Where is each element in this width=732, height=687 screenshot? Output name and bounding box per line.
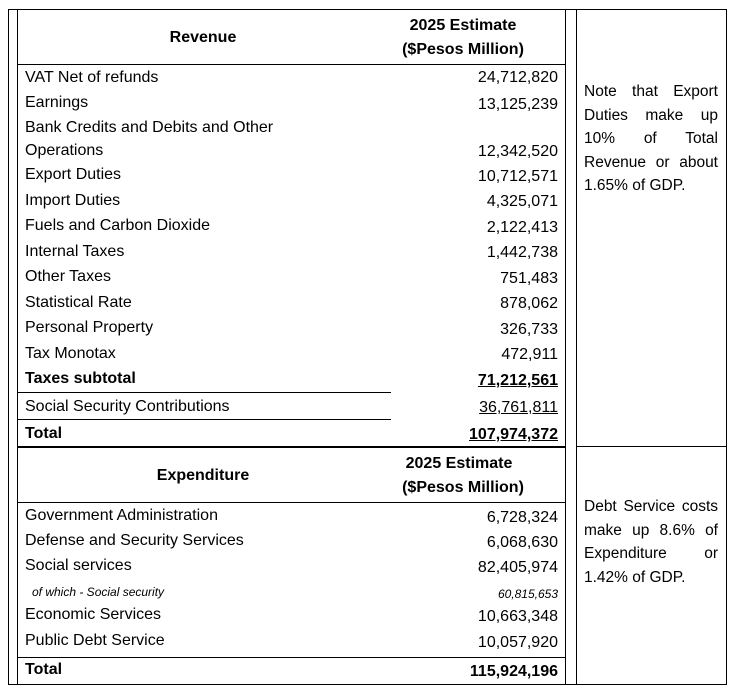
social-underline — [17, 419, 391, 420]
row-label: Internal Taxes — [25, 243, 125, 260]
inner-left-border — [17, 9, 18, 685]
row-value: 12,342,520 — [477, 143, 558, 160]
row-label: Personal Property — [25, 319, 154, 336]
row-label: Tax Monotax — [25, 345, 116, 362]
row-value: 1,442,738 — [486, 244, 558, 261]
expenditure-estimate-header-line2: ($Pesos Million) — [402, 479, 524, 496]
social-security-label: Social Security Contributions — [25, 398, 230, 415]
expenditure-header: Expenditure — [156, 467, 250, 484]
row-value: 10,057,920 — [477, 634, 558, 651]
row-label: Government Administration — [25, 507, 218, 524]
exp-total-top — [17, 657, 566, 658]
bottom-border — [8, 684, 727, 685]
revenue-note: Note that Export Duties make up 10% of Total Revenue or about 1.65% of GDP. — [584, 83, 718, 194]
revenue-estimate-header-line1: 2025 Estimate — [409, 17, 517, 34]
note-col-left-border — [576, 9, 577, 685]
taxes-subtotal-value: 71,212,561 — [477, 372, 558, 389]
row-label: Social services — [25, 557, 132, 574]
row-value: 6,068,630 — [486, 534, 558, 551]
expenditure-total-value: 115,924,196 — [469, 663, 558, 680]
taxes-subtotal-label: Taxes subtotal — [25, 370, 136, 387]
top-border — [8, 9, 727, 10]
row-value: 13,125,239 — [477, 96, 558, 113]
revenue-estimate-header-line2: ($Pesos Million) — [402, 41, 524, 58]
row-label: Defense and Security Services — [25, 532, 244, 549]
revenue-header-bottom — [17, 64, 566, 65]
expenditure-estimate-header-line1: 2025 Estimate — [405, 455, 513, 472]
row-value: 10,712,571 — [477, 168, 558, 185]
of-which-label: of which - Social security — [32, 585, 165, 599]
row-value: 4,325,071 — [486, 193, 558, 210]
row-label: Fuels and Carbon Dioxide — [25, 217, 210, 234]
row-label: Other Taxes — [25, 268, 111, 285]
row-label: Bank Credits and Debits and Other — [25, 119, 274, 136]
section-divider-right — [576, 446, 727, 447]
of-which-value: 60,815,653 — [497, 587, 558, 601]
row-label: Economic Services — [25, 606, 162, 623]
expenditure-total-label: Total — [25, 661, 63, 678]
expenditure-note: Debt Service costs make up 8.6% of Expenditure or 1.42% of GDP. — [584, 498, 718, 586]
row-value: 751,483 — [500, 270, 558, 287]
expenditure-header-bottom — [17, 502, 566, 503]
outer-right-border — [726, 9, 727, 685]
outer-left-border — [8, 9, 9, 685]
row-label: Operations — [25, 142, 104, 159]
row-value: 10,663,348 — [477, 608, 558, 625]
row-value: 2,122,413 — [486, 219, 558, 236]
revenue-total-value: 107,974,372 — [469, 426, 558, 443]
row-label: Statistical Rate — [25, 294, 132, 311]
row-label: Public Debt Service — [25, 632, 165, 649]
section-divider-thick — [17, 446, 566, 448]
social-security-value: 36,761,811 — [479, 399, 558, 416]
row-label: VAT Net of refunds — [25, 69, 159, 86]
row-label: Earnings — [25, 94, 89, 111]
row-value: 82,405,974 — [477, 559, 558, 576]
row-value: 6,728,324 — [486, 509, 558, 526]
row-value: 472,911 — [501, 346, 558, 363]
revenue-header: Revenue — [169, 29, 237, 46]
row-value: 326,733 — [500, 321, 558, 338]
subtotal-underline — [17, 392, 391, 393]
row-label: Import Duties — [25, 192, 121, 209]
row-value: 878,062 — [500, 295, 558, 312]
row-label: Export Duties — [25, 166, 122, 183]
value-col-right-border — [565, 9, 566, 685]
revenue-total-label: Total — [25, 425, 63, 442]
row-value: 24,712,820 — [477, 69, 558, 86]
